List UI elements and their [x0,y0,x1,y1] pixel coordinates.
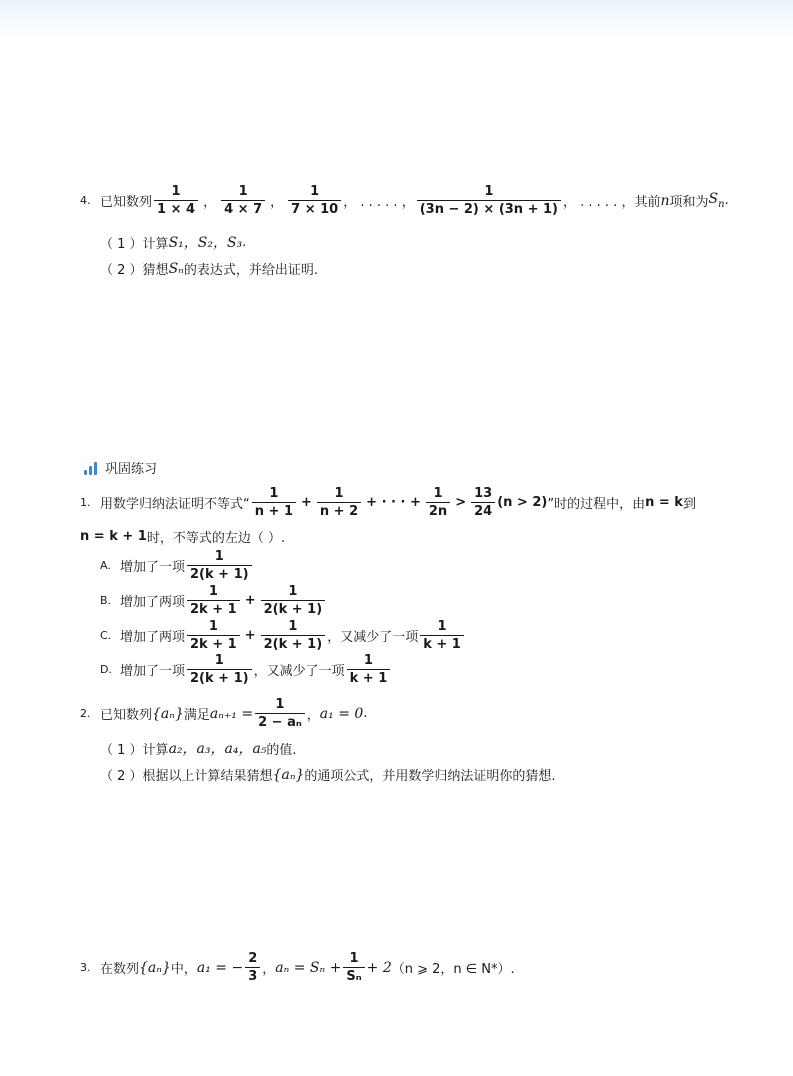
option-label: A. [100,559,111,572]
a1-fraction: $\frac{2}{3}$ [245,951,260,984]
option-fraction-1: $\frac{1}{2(k + 1)}$ [187,653,252,686]
section-header [84,458,157,477]
sum-symbol: $S_n$ [708,191,725,210]
part-text-2: 的值. [266,742,297,758]
part-text: 根据以上计算结果猜想 [142,769,273,784]
part-text-2: 的通项公式，并用数学归纳法证明你的猜想. [304,769,556,784]
comma: ， [306,708,320,723]
plus-sign: + [301,495,312,510]
ellipsis-tail-text: ， . . . . . ，其前 [563,195,661,210]
plus-sign: + [244,628,256,643]
part-math: {aₙ} [272,766,305,783]
greater-than: > [455,495,467,510]
period: . [724,193,729,208]
sum-text: 项和为 [669,195,709,210]
sequence-symbol: {aₙ} [152,705,184,722]
exercise-2-stem [80,697,367,730]
part-text: 猜想 [142,263,169,278]
fraction-b: $\frac{1}{n + 2}$ [317,486,361,519]
math-n-eq-k: n = k [645,495,683,510]
option-c[interactable] [100,619,466,652]
option-b[interactable] [100,584,327,617]
section-title: 巩固练习 [105,462,158,477]
option-text-2: ，又减少了一项 [327,630,419,645]
problem-lead-text: 已知数列 [100,195,153,210]
part-text: 计算 [142,236,169,252]
problem-4-part-1 [100,232,246,252]
fraction-term-1: $\frac{1}{1 \times 4}$ [154,184,198,217]
option-fraction-2: $\frac{1}{2(k + 1)}$ [261,619,326,652]
option-fraction-1: $\frac{1}{2k + 1}$ [187,619,240,652]
option-label: C. [100,629,112,642]
recurrence-fraction: $\frac{1}{\text{2 − aₙ}}$ [255,697,305,730]
option-fraction-2: $\frac{1}{2(k + 1)}$ [261,584,326,617]
option-fraction-2: $\frac{1}{k + 1}$ [347,653,391,686]
option-d[interactable] [100,653,392,686]
part-math: a₂，a₃，a₄，a₅ [168,741,267,757]
exercise-lead-text: 用数学归纳法证明不等式“ [100,497,250,512]
an-fraction: $\frac{1}{\text{Sₙ}}$ [343,951,364,984]
math-n-eq-k-plus-1: n = k + 1 [80,529,147,544]
part-label: （ 1 ） [100,742,143,758]
option-label: D. [100,663,112,676]
a1-lhs: a₁ = − [196,959,244,976]
exercise-number: 3. [80,961,91,974]
part-label: （ 2 ） [100,263,143,278]
option-label: B. [100,594,112,607]
fraction-d: $\frac{13}{24}$ [471,486,495,519]
bar-chart-icon [84,461,97,475]
exercise-lead-text: 在数列 [100,962,140,977]
part-text: 计算 [142,742,169,758]
part-label: （ 2 ） [100,769,143,784]
exercise-lead-text: 已知数列 [100,708,153,723]
option-text: 增加了一项 [120,664,186,679]
option-a[interactable] [100,549,254,582]
plus-two: + 2 [366,959,392,976]
period: . [242,234,247,250]
fraction-term-general: $\frac{1}{(3n - 2) \times (3n + 1)}$ [417,184,561,217]
plus-sign: + [244,593,256,608]
fraction-term-2: $\frac{1}{4 \times 7}$ [221,184,265,217]
sequence-symbol: {aₙ} [139,959,171,976]
option-fraction-1: $\frac{1}{2k + 1}$ [187,584,240,617]
option-text: 增加了一项 [120,560,186,575]
an-lhs: aₙ = Sₙ + [275,959,342,976]
exercise-1-line-2 [80,527,285,546]
exercise-1-stem [80,486,696,519]
part-text-2: 的表达式，并给出证明. [183,263,318,278]
problem-number: 4. [80,194,91,207]
option-fraction: $\frac{1}{2(k + 1)}$ [187,549,252,582]
condition: （n ⩾ 2，n ∈ N*）. [391,962,515,977]
variable-n: n [660,192,670,209]
exercise-mid-text: ”时的过程中，由 [547,497,646,512]
comma: ， [262,962,276,977]
ellipsis-text: ， . . . . . ， [343,195,415,210]
header-band [0,0,793,38]
option-text: 增加了两项 [120,630,186,645]
exercise-number: 1. [80,496,91,509]
in-text: 中， [170,962,197,977]
problem-4-stem: 4. 已知数列 $\frac{1}{1 \times 4}$ ， $\frac{1}{4 \times 7}$ ， $\frac{1}{7 \times 10}$ ， . . . . . ， $\frac{1}{(3n - 2) \times (3n + 1)}$ ， . . . . . ，其前 n 项和为 $S_n$ . [80,184,729,217]
initial-condition: a₁ = 0 [319,705,364,722]
part-math: Sₙ [168,260,184,277]
plus-ellipsis: + · · · + [366,495,421,510]
option-text: 增加了两项 [120,595,186,610]
exercise-2-part-2 [100,765,556,784]
condition: (n > 2) [497,495,548,510]
option-fraction-3: $\frac{1}{k + 1}$ [420,619,464,652]
option-text-2: ，又减少了一项 [253,664,345,679]
recurrence-lhs: aₙ₊₁ = [209,705,254,722]
problem-4-part-2 [100,259,318,278]
part-label: （ 1 ） [100,236,143,252]
exercise-number: 2. [80,707,91,720]
fraction-term-3: $\frac{1}{7 \times 10}$ [288,184,341,217]
satisfies-text: 满足 [183,708,210,723]
to-text: 到 [682,497,696,512]
part-math: S₁，S₂，S₃ [168,235,243,251]
line-2-text: 时，不等式的左边（ ）. [146,531,286,546]
fraction-c: $\frac{1}{2n}$ [426,486,450,519]
fraction-a: $\frac{1}{n + 1}$ [252,486,296,519]
exercise-3-stem [80,951,515,984]
exercise-2-part-1 [100,738,297,758]
period: . [363,706,368,721]
